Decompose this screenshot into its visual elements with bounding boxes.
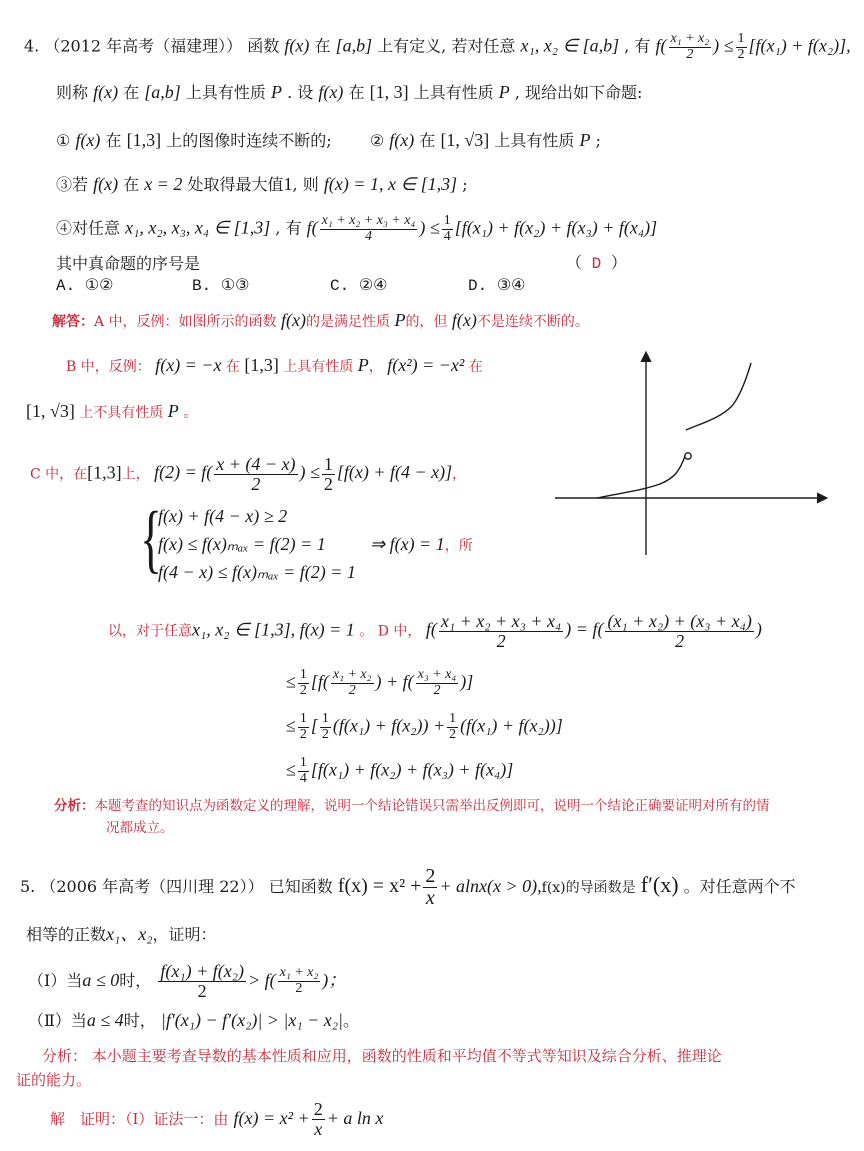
math: f(x) = x² +	[233, 1107, 310, 1128]
math: > f(	[247, 969, 276, 990]
stem-text: , 现给出如下命题:	[514, 83, 643, 102]
option-d: D. ③④	[468, 277, 526, 295]
math: 1	[283, 174, 293, 194]
text: 上具有性质	[283, 359, 354, 375]
problem-number: 5.	[20, 877, 36, 896]
solution-a-line	[52, 310, 589, 332]
fraction: $\frac{1}{2}$	[299, 667, 307, 698]
math: + alnx(x > 0),	[439, 876, 542, 896]
text: 处取得最大值	[187, 175, 284, 194]
text: 不是连续不断的。	[476, 314, 589, 330]
solution-label: 解答：	[52, 314, 94, 330]
math: x₁, x₂ ∈ [1,3], f(x) = 1	[192, 619, 355, 640]
math-interval: [1, 3]	[369, 82, 409, 102]
math: f(x) = −x	[155, 355, 222, 375]
analysis4-line2	[106, 818, 174, 838]
math: )；	[322, 969, 347, 990]
math: x₁、x₂	[106, 924, 153, 944]
fraction: $\frac{\text{x₁ + x₂ + x₃ + x₄}}{4}$	[321, 213, 416, 244]
math: a ≤ 4	[86, 1010, 124, 1030]
math-interval: [1, √3]	[440, 130, 490, 150]
solution-d-line	[108, 612, 762, 651]
fraction: $\frac{\text{x₁ + x₂}}{2}$	[670, 31, 710, 62]
proof-label: 解 证明：（Ⅰ）证法一：由	[50, 1109, 229, 1128]
math-fx: f(x)	[75, 130, 101, 150]
stem-text: , 有	[624, 36, 651, 56]
answer-bracket	[566, 254, 627, 274]
solution-b-line2	[26, 401, 197, 423]
math: [f(x₁) + f(x₂) + f(x₃) + f(x₄)]	[454, 217, 658, 238]
fraction: $\frac{1}{4}$	[443, 213, 451, 244]
system-implies	[370, 534, 473, 556]
problem5-line2	[26, 924, 217, 945]
problem4-line2	[56, 82, 642, 103]
fraction: $\frac{2}{x}$	[313, 1099, 323, 1139]
math-fx: f(x)	[281, 310, 306, 330]
system-line-2: f(x) ≤ f(x)ₘₐₓ = f(2) = 1	[158, 534, 326, 554]
analysis5-line1	[42, 1046, 722, 1066]
text: A 中，反例：如图所示的函数	[94, 314, 277, 330]
system-line-3: f(4 − x) ≤ f(x)ₘₐₓ = f(2) = 1	[158, 562, 356, 582]
math-interval: [1, √3]	[26, 401, 75, 421]
problem-source: （2006 年高考（四川理 22））	[40, 877, 264, 896]
proposition-1-2	[56, 130, 601, 151]
text: ，	[452, 466, 467, 483]
fraction: $\frac{1}{2}$	[449, 711, 457, 742]
math: f(x) = x² +	[337, 875, 422, 897]
math: )	[755, 619, 762, 640]
math: ) ≤	[713, 35, 734, 56]
math: ) ≤	[299, 462, 320, 483]
circled-4: ④对任意	[56, 218, 121, 238]
bracket: ）	[610, 255, 627, 273]
math: f(	[425, 619, 437, 640]
text: , 有	[275, 218, 302, 238]
math-fx: f(x)	[451, 310, 477, 330]
part-label: （Ⅱ）当	[28, 1011, 87, 1030]
text: 上的图像时连续不断的;	[166, 131, 332, 150]
math-P: P	[357, 355, 369, 375]
text: 相等的正数	[26, 925, 107, 944]
text: 本题考查的知识点为函数定义的理解，说明一个结论错误只需举出反例即可，说明一个结论正确要证明对所有的情	[94, 798, 770, 814]
proposition-3	[56, 174, 468, 195]
option-b: B. ①③	[192, 277, 250, 295]
circled-1: ①	[56, 131, 71, 150]
text: 在	[419, 131, 436, 150]
math: f(x) = 1, x ∈ [1,3]	[323, 174, 458, 194]
text: ;	[462, 175, 468, 194]
text: 。	[183, 405, 198, 421]
text: 在	[105, 131, 122, 150]
math-P: P	[167, 401, 179, 421]
stem-text: 上具有性质	[413, 83, 494, 102]
text: 在	[225, 359, 240, 375]
stem-text: . 设	[287, 83, 314, 102]
math-vars: x₁, x₂, x₃, x₄ ∈ [1,3]	[125, 217, 271, 238]
question-line	[56, 254, 200, 274]
math-vars: x₁, x₂ ∈ [a,b]	[520, 35, 620, 56]
text: , 则	[292, 175, 319, 194]
fraction: $\frac{\text{f(x₁) + f(x₂)}}{2}$	[160, 961, 244, 1001]
text: 的，但	[405, 314, 448, 330]
left-brace: {	[140, 497, 162, 581]
fraction: $\frac{1}{2}$	[321, 711, 329, 742]
text: 况都成立。	[106, 820, 174, 836]
math-interval: [1,3]	[126, 130, 162, 150]
problem5-part2	[28, 1010, 359, 1031]
solution-c-line	[30, 455, 466, 494]
math: ) ≤	[419, 217, 440, 238]
curve-upper	[686, 363, 751, 430]
text: C 中，在	[30, 466, 88, 483]
math: f(	[306, 217, 318, 238]
math-P: P	[498, 82, 510, 102]
text: B 中，反例：	[66, 359, 151, 375]
text: 以，对于任意	[108, 623, 192, 640]
fraction: $\frac{\text{x₁ + x₂}}{2}$	[332, 667, 372, 698]
text: ，所	[444, 538, 473, 554]
fraction: $\frac{2}{x}$	[425, 865, 436, 909]
stem-text: 在	[123, 83, 140, 102]
fraction: $\frac{\text{(x₁ + x₂) + (x₃ + x₄)}}{2}$	[607, 611, 752, 651]
question-text: 其中真命题的序号是	[56, 254, 201, 273]
stem-text: 函数	[247, 36, 280, 56]
math: f(2) = f(	[154, 462, 213, 483]
function-graph-figure	[540, 330, 864, 570]
math: + a ln x	[326, 1107, 384, 1128]
math: [f(x) + f(4 − x)]	[336, 462, 453, 483]
text: 在	[468, 359, 483, 375]
fraction: $\frac{1}{4}$	[299, 755, 307, 786]
problem5-line1	[20, 866, 796, 909]
math-interval: [1,3]	[244, 355, 279, 375]
math-P: P	[579, 130, 591, 150]
proposition-4	[56, 214, 657, 244]
text: 上，	[121, 466, 150, 483]
text: 证的能力。	[16, 1071, 92, 1089]
fraction: $\frac{1}{2}$	[323, 454, 333, 494]
text: ，	[368, 359, 383, 375]
math: f(	[655, 35, 667, 56]
text: 时，	[119, 970, 152, 990]
open-endpoint	[685, 453, 691, 459]
text: 本小题主要考查导数的基本性质和应用，函数的性质和平均值不等式等知识及综合分析、推理论	[91, 1047, 722, 1065]
math-fx: f(x)	[318, 82, 344, 102]
math-P: P	[271, 82, 283, 102]
analysis4-line1	[54, 796, 770, 816]
stem-text: 则称	[56, 83, 89, 102]
curve-lower	[597, 456, 685, 498]
math-interval: [1,3]	[87, 462, 122, 483]
math-fx: f(x)	[389, 130, 415, 150]
chain-line-2: ≤ $\frac{1}{2}$ [ $\frac{1}{2}$ (f(x₁) + f(x₂)) + $\frac{1}{2}$ (f(x₁) + f(x₂))]	[286, 711, 563, 742]
system-line-1: f(x) + f(4 − x) ≥ 2	[158, 506, 288, 526]
text: 已知函数	[268, 877, 333, 896]
math: x = 2	[144, 174, 183, 194]
text: 。对任意两个不	[683, 877, 796, 896]
analysis-label: 分析：	[42, 1047, 88, 1065]
math-interval: [a,b]	[144, 82, 181, 102]
text: 上不具有性质	[79, 405, 164, 421]
text: f(x)的导函数是	[541, 880, 636, 896]
problem5-part1	[28, 962, 346, 1001]
analysis-label: 分析：	[54, 798, 95, 814]
stem-text: 在	[348, 83, 365, 102]
problem4-line1	[24, 32, 851, 62]
math: [f(x₁) + f(x₂)],	[748, 35, 851, 56]
option-a: A. ①②	[56, 277, 114, 295]
fraction: $\frac{\text{x₁ + x₂ + x₃ + x₄}}{2}$	[440, 611, 562, 651]
circled-3: ③若	[56, 175, 89, 194]
text: D 中，	[377, 623, 422, 640]
part-label: （Ⅰ）当	[28, 970, 83, 990]
text: 。	[342, 1011, 359, 1030]
stem-text: 在	[314, 36, 331, 56]
math: ) = f(	[565, 619, 604, 640]
math-fx: f(x)	[284, 35, 310, 56]
math-interval: [a,b]	[335, 35, 373, 56]
fraction: $\frac{\text{x₃ + x₄}}{2}$	[417, 667, 457, 698]
chain-line-3: ≤ $\frac{1}{4}$ [f(x₁) + f(x₂) + f(x₃) + f(x₄)]	[286, 755, 514, 786]
math: f(x²) = −x²	[387, 355, 465, 375]
fraction: $\frac{\text{x₁ + x₂}}{2}$	[279, 965, 319, 996]
text: ，证明：	[152, 925, 217, 944]
math: f′(x)	[640, 872, 679, 897]
bracket: （	[566, 255, 583, 273]
stem-text: 上具有性质	[185, 83, 266, 102]
text: 上具有性质	[494, 131, 575, 150]
fraction: $\frac{x + (4 - x)}{2}$	[216, 454, 296, 494]
problem-number: 4.	[24, 36, 40, 56]
text: 在	[123, 175, 140, 194]
text: ;	[595, 131, 601, 150]
chain-line-1: ≤ $\frac{1}{2}$ [f( $\frac{\text{x₁ + x₂}}{2}$ ) + f( $\frac{\text{x₃ + x₄}}{2}$ )]	[286, 667, 474, 698]
problem-source: （2012 年高考（福建理））	[44, 36, 243, 56]
math-P: P	[394, 310, 406, 330]
text: 的是满足性质	[306, 314, 390, 330]
math: |f′(x₁) − f′(x₂)| > |x₁ − x₂|	[160, 1010, 343, 1030]
proof-line	[50, 1100, 383, 1139]
math-fx: f(x)	[93, 82, 119, 102]
fraction: $\frac{1}{2}$	[299, 711, 307, 742]
math: a ≤ 0	[82, 969, 120, 990]
option-c: C. ②④	[330, 277, 388, 295]
circled-2: ②	[369, 131, 385, 150]
answer-value: D	[591, 255, 602, 273]
analysis5-line2	[16, 1070, 91, 1090]
text: 。	[359, 623, 374, 640]
text: 时，	[123, 1011, 156, 1030]
math-fx: f(x)	[93, 174, 119, 194]
fraction: $\frac{1}{2}$	[737, 31, 745, 62]
math: ⇒ f(x) = 1	[370, 534, 445, 554]
stem-text: 上有定义, 若对任意	[377, 36, 516, 56]
solution-b-line	[66, 355, 483, 377]
